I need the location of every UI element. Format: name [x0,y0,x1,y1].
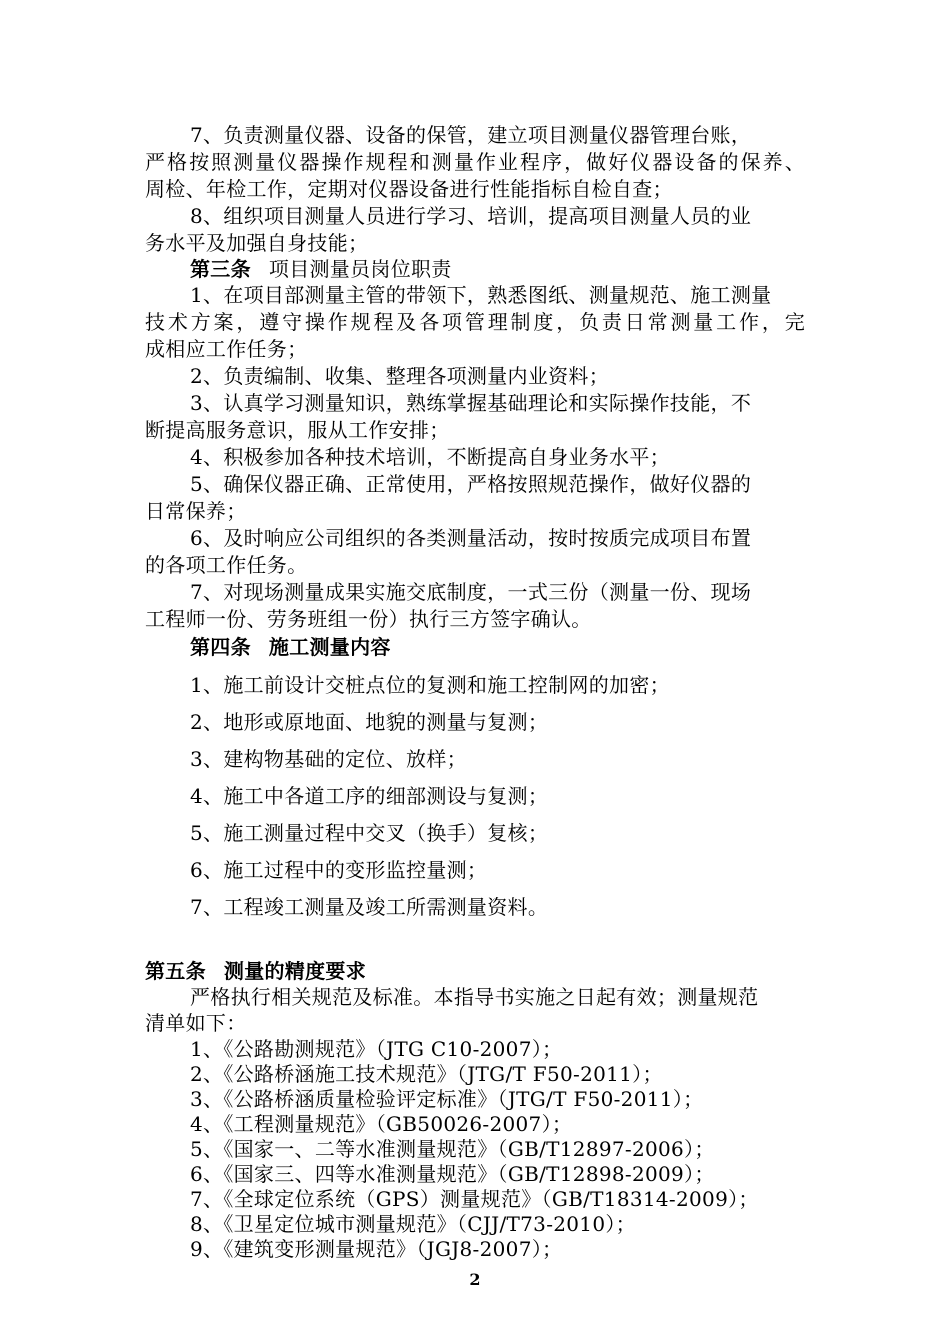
list-item: 5、施工测量过程中交叉（换手）复核； [190,821,549,845]
paragraph-line: 技术方案，遵守操作规程及各项管理制度，负责日常测量工作，完 [145,310,805,334]
article-5-title: 测量的精度要求 [223,959,367,983]
paragraph-line: 成相应工作任务； [145,337,308,361]
paragraph-line: 工程师一份、劳务班组一份）执行三方签字确认。 [145,607,592,631]
paragraph-line: 严格按照测量仪器操作规程和测量作业程序，做好仪器设备的保养、 [145,150,805,174]
paragraph-line: 2、负责编制、收集、整理各项测量内业资料； [190,364,610,388]
paragraph-line: 日常保养； [145,499,247,523]
standard-item: 3、《公路桥涵质量检验评定标准》（JTG/T F50-2011）； [190,1087,704,1111]
standard-item: 9、《建筑变形测量规范》（JGJ8-2007）； [190,1237,563,1261]
list-item: 7、工程竣工测量及竣工所需测量资料。 [190,895,549,919]
paragraph-line: 1、在项目部测量主管的带领下，熟悉图纸、测量规范、施工测量 [190,283,772,307]
paragraph-line: 4、积极参加各种技术培训，不断提高自身业务水平； [190,445,670,469]
paragraph-line: 7、对现场测量成果实施交底制度，一式三份（测量一份、现场 [190,580,752,604]
article-4-title: 施工测量内容 [268,635,391,659]
standard-item: 7、《全球定位系统（GPS）测量规范》（GB/T18314-2009）； [190,1187,759,1211]
paragraph-line: 5、确保仪器正确、正常使用，严格按照规范操作，做好仪器的 [190,472,752,496]
paragraph-line: 断提高服务意识，服从工作安排； [145,418,450,442]
list-item: 3、建构物基础的定位、放样； [190,747,467,771]
standard-item: 6、《国家三、四等水准测量规范》（GB/T12898-2009）； [190,1162,715,1186]
article-4-label: 第四条 [190,635,251,659]
paragraph-line: 3、认真学习测量知识，熟练掌握基础理论和实际操作技能，不 [190,391,752,415]
article-5-heading [145,958,805,984]
paragraph-line: 7、负责测量仪器、设备的保管，建立项目测量仪器管理台账， [190,123,752,147]
standard-item: 8、《卫星定位城市测量规范》（CJJ/T73-2010）； [190,1212,636,1236]
article-5-label: 第五条 [145,959,206,983]
standard-item: 2、《公路桥涵施工技术规范》（JTG/T F50-2011）； [190,1062,663,1086]
article-4-heading [190,634,850,660]
paragraph-line: 务水平及加强自身技能； [145,231,369,255]
paragraph-line: 周检、年检工作，定期对仪器设备进行性能指标自检自查； [145,177,673,201]
list-item: 1、施工前设计交桩点位的复测和施工控制网的加密； [190,673,670,697]
paragraph-line: 6、及时响应公司组织的各类测量活动，按时按质完成项目布置 [190,526,752,550]
list-item: 2、地形或原地面、地貌的测量与复测； [190,710,549,734]
standard-item: 5、《国家一、二等水准测量规范》（GB/T12897-2006）； [190,1137,715,1161]
list-item: 6、施工过程中的变形监控量测； [190,858,488,882]
article-3-label: 第三条 [190,257,251,281]
standard-item: 4、《工程测量规范》（GB50026-2007）； [190,1112,573,1136]
paragraph-line: 清单如下： [145,1011,247,1035]
paragraph-line: 的各项工作任务。 [145,553,308,577]
paragraph-line: 严格执行相关规范及标准。本指导书实施之日起有效；测量规范 [190,985,759,1009]
page-number: 2 [469,1270,481,1289]
article-3-heading [190,256,850,282]
article-3-title: 项目测量员岗位职责 [268,257,452,281]
standard-item: 1、《公路勘测规范》（JTG C10-2007）； [190,1037,563,1061]
paragraph-line: 8、组织项目测量人员进行学习、培训，提高项目测量人员的业 [190,204,752,228]
list-item: 4、施工中各道工序的细部测设与复测； [190,784,549,808]
